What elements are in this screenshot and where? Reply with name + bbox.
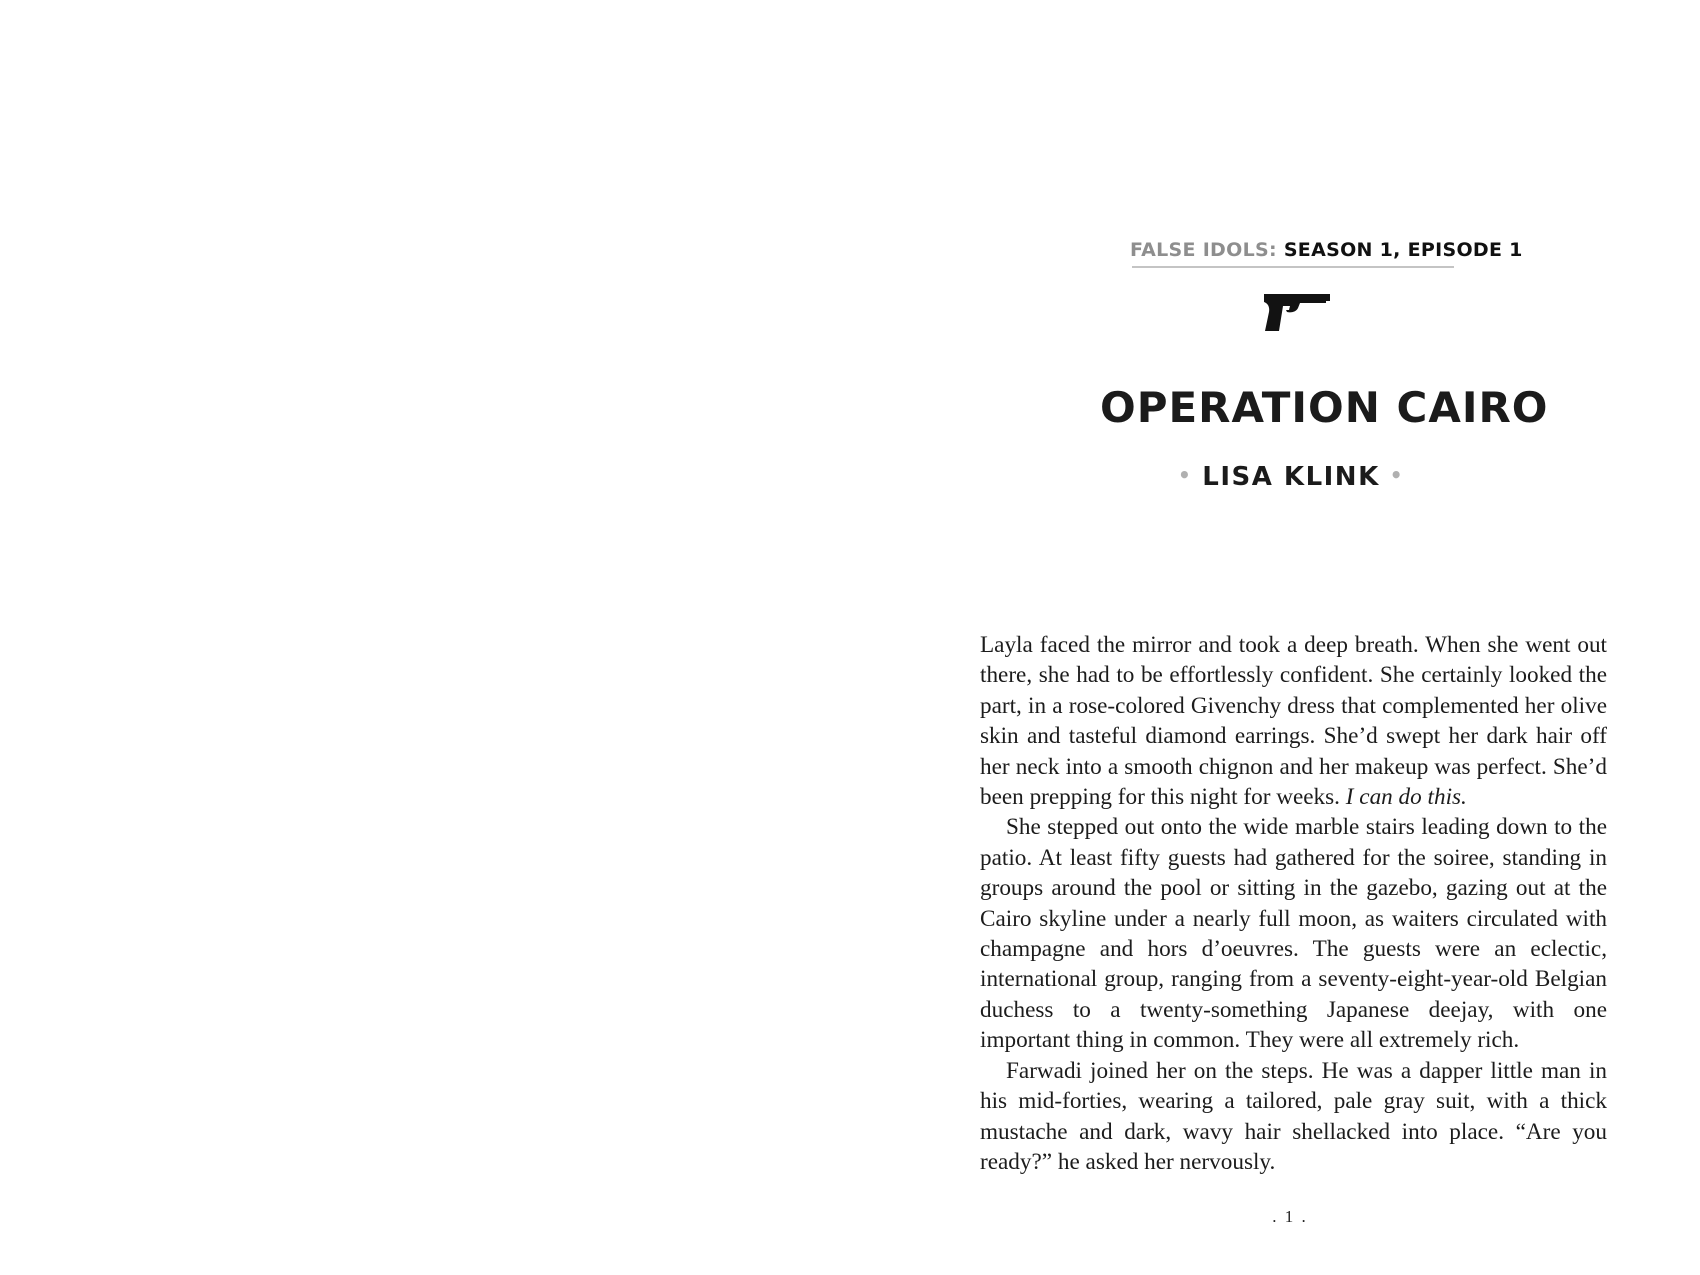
author-line [1100,458,1482,494]
author-name: LISA KLINK [1202,462,1380,492]
paragraph: She stepped out onto the wide marble stairs leading down to the patio. At least fifty guests had gathered for the soiree, standing in groups around the pool or sitting in the gazebo, gazing out at the Cairo skyline under a nearly full moon, as waiters circulated with champagne and hors d’oeuvres. The guests were an eclectic, international group, ranging from a seventy-eight-year-old Belgian duchess to a twenty-something Japanese deejay, with one important thing in common. They were all extremely rich. [980,814,1607,1054]
story-title: OPERATION CAIRO [1100,383,1549,432]
author-bullet-left: • [1177,463,1193,487]
pistol-icon [1260,290,1332,334]
series-heading [1130,237,1523,263]
series-name: FALSE IDOLS [1130,239,1269,261]
paragraph [980,630,1607,812]
right-page [850,0,1700,1275]
author-bullet-right: • [1389,463,1405,487]
italic-thought: I can do this. [1345,784,1467,811]
paragraph: Farwadi joined her on the steps. He was a dapper little man in his mid-forties, wearing a tailored, pale gray suit, with a thick mustache and dark, wavy hair shellacked into place. “Are you ready?” he asked her nervously. [980,1057,1607,1175]
episode-label: SEASON 1, EPISODE 1 [1283,239,1523,261]
story-body [980,630,1607,1177]
page-number: . 1 . [1272,1207,1308,1226]
heading-underline [1132,266,1454,268]
series-colon: : [1268,239,1277,261]
paragraph-text: Layla faced the mirror and took a deep breath. When she went out there, she had to be effortlessly confident. She certainly looked the part, in a rose-colored Givenchy dress that complemented her olive skin and tasteful diamond earrings. She’d swept her dark hair off her neck into a smooth chignon and her makeup was perfect. She’d been prepping for this night for weeks. [980,632,1607,811]
